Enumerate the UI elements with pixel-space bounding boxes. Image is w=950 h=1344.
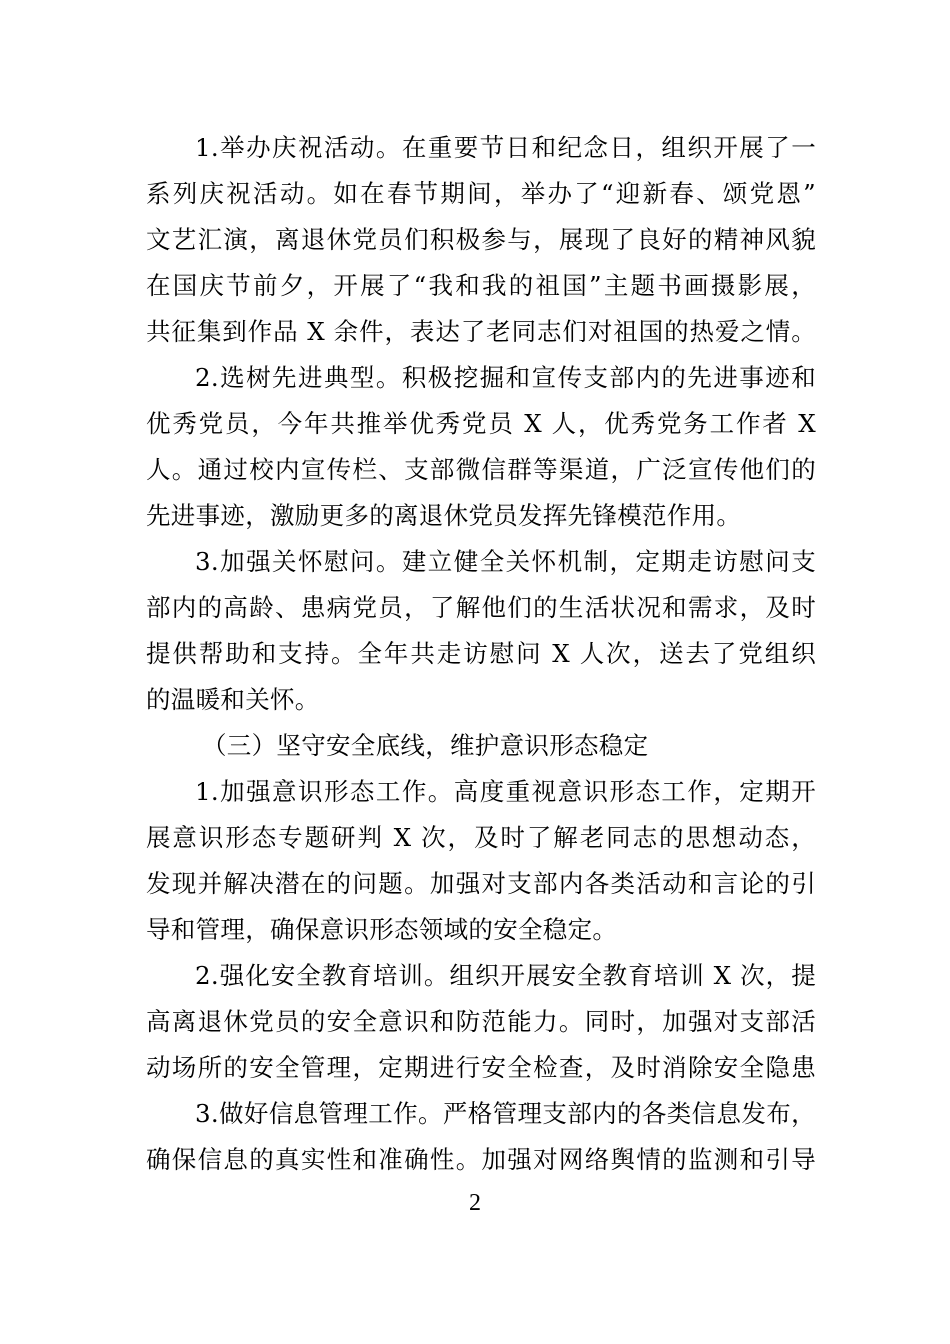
- paragraph-line: 提供帮助和支持。全年共走访慰问 X 人次，送去了党组织: [146, 639, 816, 668]
- paragraph-line: 动场所的安全管理，定期进行安全检查，及时消除安全隐患: [146, 1053, 816, 1082]
- paragraph-line: 先进事迹，激励更多的离退休党员发挥先锋模范作用。: [146, 501, 742, 530]
- paragraph-line: 3.加强关怀慰问。建立健全关怀机制，定期走访慰问支: [195, 547, 816, 576]
- paragraph-line: 展意识形态专题研判 X 次，及时了解老同志的思想动态，: [146, 823, 816, 852]
- paragraph-line: 3.做好信息管理工作。严格管理支部内的各类信息发布，: [195, 1099, 816, 1128]
- paragraph-line: 2.选树先进典型。积极挖掘和宣传支部内的先进事迹和: [195, 363, 816, 392]
- paragraph-line: 1.加强意识形态工作。高度重视意识形态工作，定期开: [195, 777, 816, 806]
- paragraph-line: 高离退休党员的安全意识和防范能力。同时，加强对支部活: [146, 1007, 816, 1036]
- paragraph-line: 人。通过校内宣传栏、支部微信群等渠道，广泛宣传他们的: [146, 455, 816, 484]
- page-number: 2: [469, 1190, 481, 1216]
- paragraph-line: 在国庆节前夕，开展了“我和我的祖国”主题书画摄影展，: [146, 271, 816, 300]
- paragraph-line: 2.强化安全教育培训。组织开展安全教育培训 X 次，提: [195, 961, 816, 990]
- paragraph-line: 共征集到作品 X 余件，表达了老同志们对祖国的热爱之情。: [146, 317, 816, 346]
- paragraph-line: 优秀党员，今年共推举优秀党员 X 人，优秀党务工作者 X: [146, 409, 816, 438]
- paragraph-line: 导和管理，确保意识形态领域的安全稳定。: [146, 915, 618, 944]
- paragraph-line: 1.举办庆祝活动。在重要节日和纪念日，组织开展了一: [195, 133, 816, 162]
- section-heading: （三）坚守安全底线，维护意识形态稳定: [202, 731, 649, 760]
- paragraph-line: 文艺汇演，离退休党员们积极参与，展现了良好的精神风貌: [146, 225, 816, 254]
- paragraph-line: 发现并解决潜在的问题。加强对支部内各类活动和言论的引: [146, 869, 816, 898]
- paragraph-line: 确保信息的真实性和准确性。加强对网络舆情的监测和引导: [146, 1145, 816, 1174]
- paragraph-line: 系列庆祝活动。如在春节期间，举办了“迎新春、颂党恩”: [146, 179, 816, 208]
- paragraph-line: 的温暖和关怀。: [146, 685, 320, 714]
- paragraph-line: 部内的高龄、患病党员，了解他们的生活状况和需求，及时: [146, 593, 816, 622]
